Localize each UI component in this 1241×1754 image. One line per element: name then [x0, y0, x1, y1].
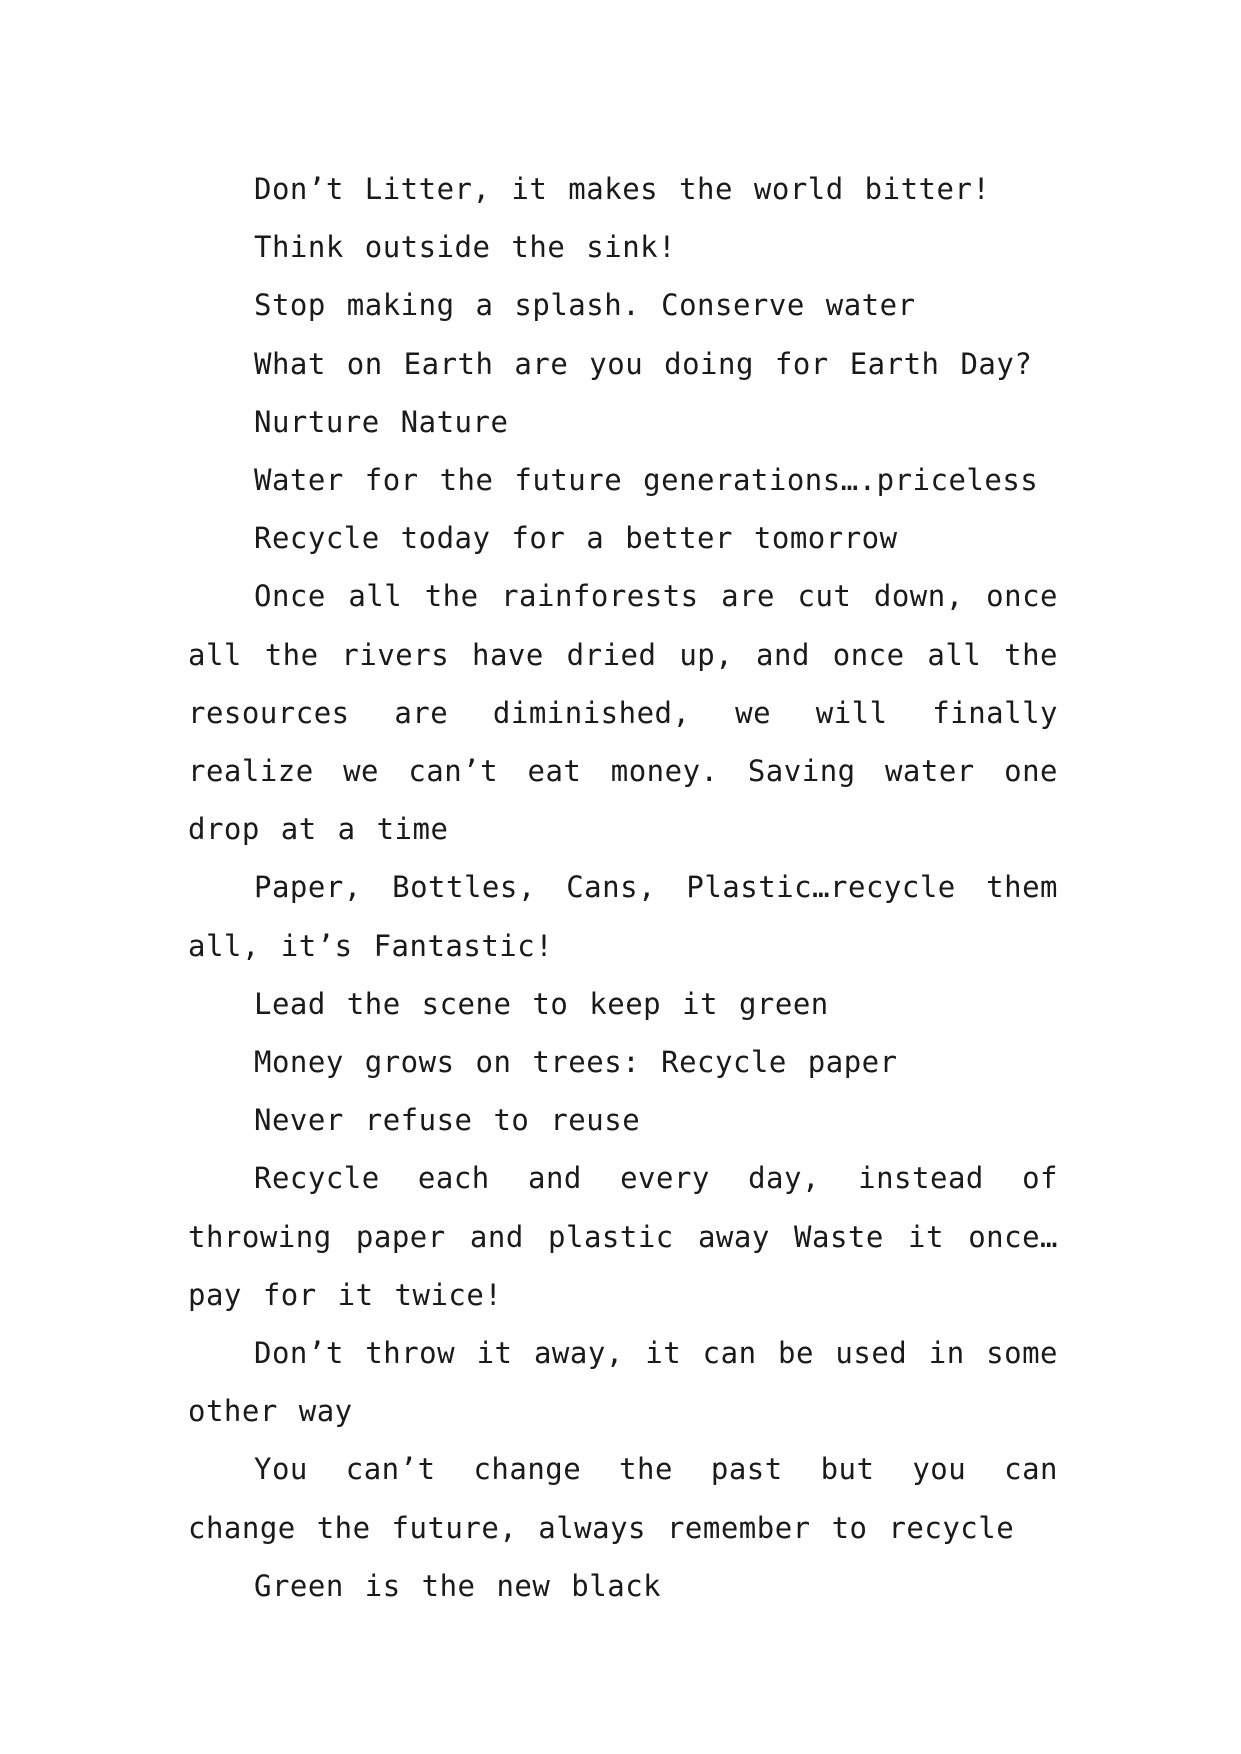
paragraph: What on Earth are you doing for Earth Day? [254, 346, 1033, 381]
paragraph: Think outside the sink! [254, 230, 677, 265]
paragraph: Water for the future generations….priceless [254, 463, 1039, 498]
paragraph: Paper, Bottles, Cans, Plastic…recycle them all, it’s Fantastic! [188, 870, 1058, 963]
paragraph: Once all the rainforests are cut down, once all the rivers have dried up, and once all the resources are diminished, we will finally realize we can’t eat money. Saving water one drop at a time [188, 579, 1058, 847]
paragraph: Lead the scene to keep it green [254, 986, 829, 1021]
paragraph: Recycle each and every day, instead of throwing paper and plastic away Waste it once…pay for it twice! [188, 1161, 1058, 1312]
paragraph: Stop making a splash. Conserve water [254, 288, 916, 323]
paragraph: Don’t Litter, it makes the world bitter! [254, 172, 991, 206]
document-body [188, 160, 1058, 1615]
paragraph: Never refuse to reuse [254, 1103, 641, 1138]
paragraph: Recycle today for a better tomorrow [254, 521, 898, 556]
paragraph: Money grows on trees: Recycle paper [254, 1045, 898, 1080]
paragraph: You can’t change the past but you can change the future, always remember to recycle [188, 1452, 1058, 1545]
paragraph: Nurture Nature [254, 404, 509, 439]
paragraph: Green is the new black [254, 1568, 662, 1603]
paragraph: Don’t throw it away, it can be used in some other way [188, 1336, 1058, 1429]
